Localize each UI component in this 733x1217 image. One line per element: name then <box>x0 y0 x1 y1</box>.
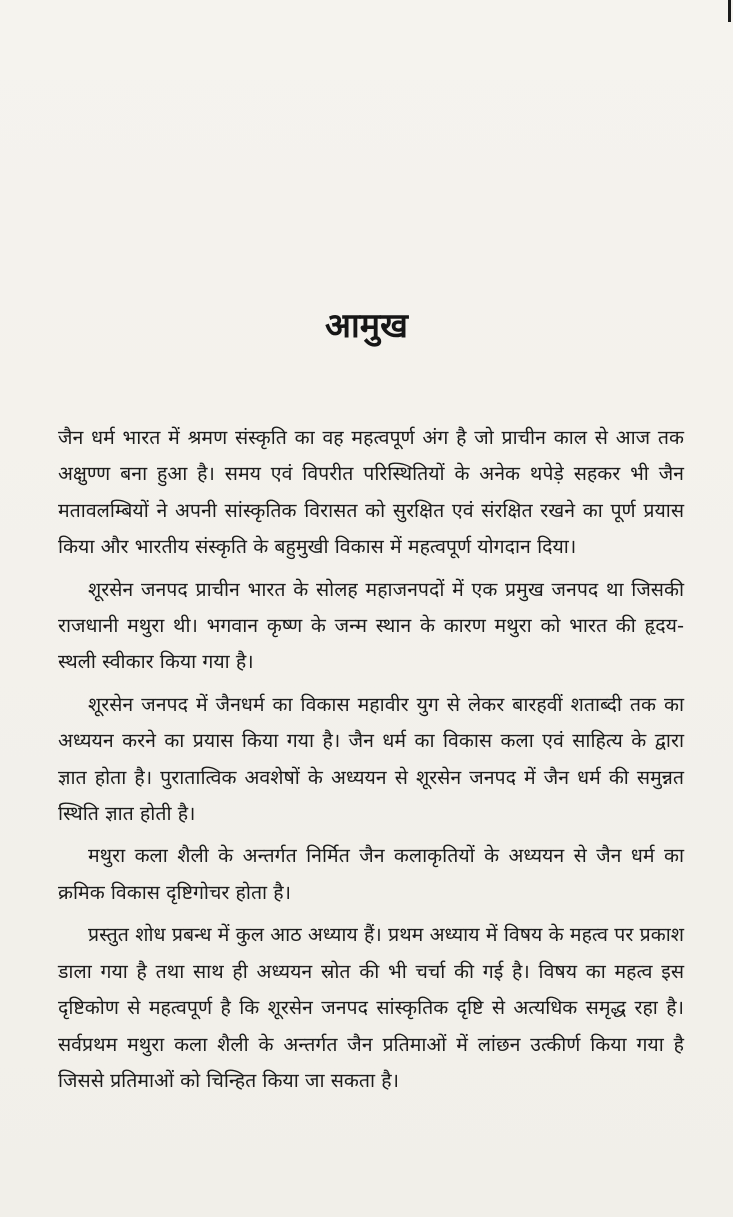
paragraph-1: जैन धर्म भारत में श्रमण संस्कृति का वह महत्वपूर्ण अंग है जो प्राचीन काल से आज तक अक्षुण्ण बना हुआ है। समय एवं विपरीत परिस्थितियों के अनेक थपेड़े सहकर भी जैन मतावलम्बियों ने अपनी सांस्कृतिक विरासत को सुरक्षित एवं संरक्षित रखने का पूर्ण प्रयास किया और भारतीय संस्कृति के बहुमुखी विकास में महत्वपूर्ण योगदान दिया। <box>58 426 684 559</box>
edge-mark <box>728 0 731 22</box>
body-text <box>58 420 684 1105</box>
paragraph-3: शूरसेन जनपद में जैनधर्म का विकास महावीर युग से लेकर बारहवीं शताब्दी तक का अध्ययन करने का प्रयास किया गया है। जैन धर्म का विकास कला एवं साहित्य के द्वारा ज्ञात होता है। पुरातात्विक अवशेषों के अध्ययन से शूरसेन जनपद में जैन धर्म की समुन्नत स्थिति ज्ञात होती है। <box>58 692 684 826</box>
paragraph-4: मथुरा कला शैली के अन्तर्गत निर्मित जैन कलाकृतियों के अध्ययन से जैन धर्म का क्रमिक विकास दृष्टिगोचर होता है। <box>58 844 684 904</box>
paragraph-2: शूरसेन जनपद प्राचीन भारत के सोलह महाजनपदों में एक प्रमुख जनपद था जिसकी राजधानी मथुरा थी। भगवान कृष्ण के जन्म स्थान के कारण मथुरा को भारत की हृदय-स्थली स्वीकार किया गया है। <box>58 577 684 674</box>
paragraph-5: प्रस्तुत शोध प्रबन्ध में कुल आठ अध्याय हैं। प्रथम अध्याय में विषय के महत्व पर प्रकाश डाला गया है तथा साथ ही अध्ययन स्रोत की भी चर्चा की गई है। विषय का महत्व इस दृष्टिकोण से महत्वपूर्ण है कि शूरसेन जनपद सांस्कृतिक दृष्टि से अत्यधिक समृद्ध रहा है। सर्वप्रथम मथुरा कला शैली के अन्तर्गत जैन प्रतिमाओं में लांछन उत्कीर्ण किया गया है जिससे प्रतिमाओं को चिन्हित किया जा सकता है। <box>58 923 684 1092</box>
page-title: आमुख <box>325 306 408 346</box>
